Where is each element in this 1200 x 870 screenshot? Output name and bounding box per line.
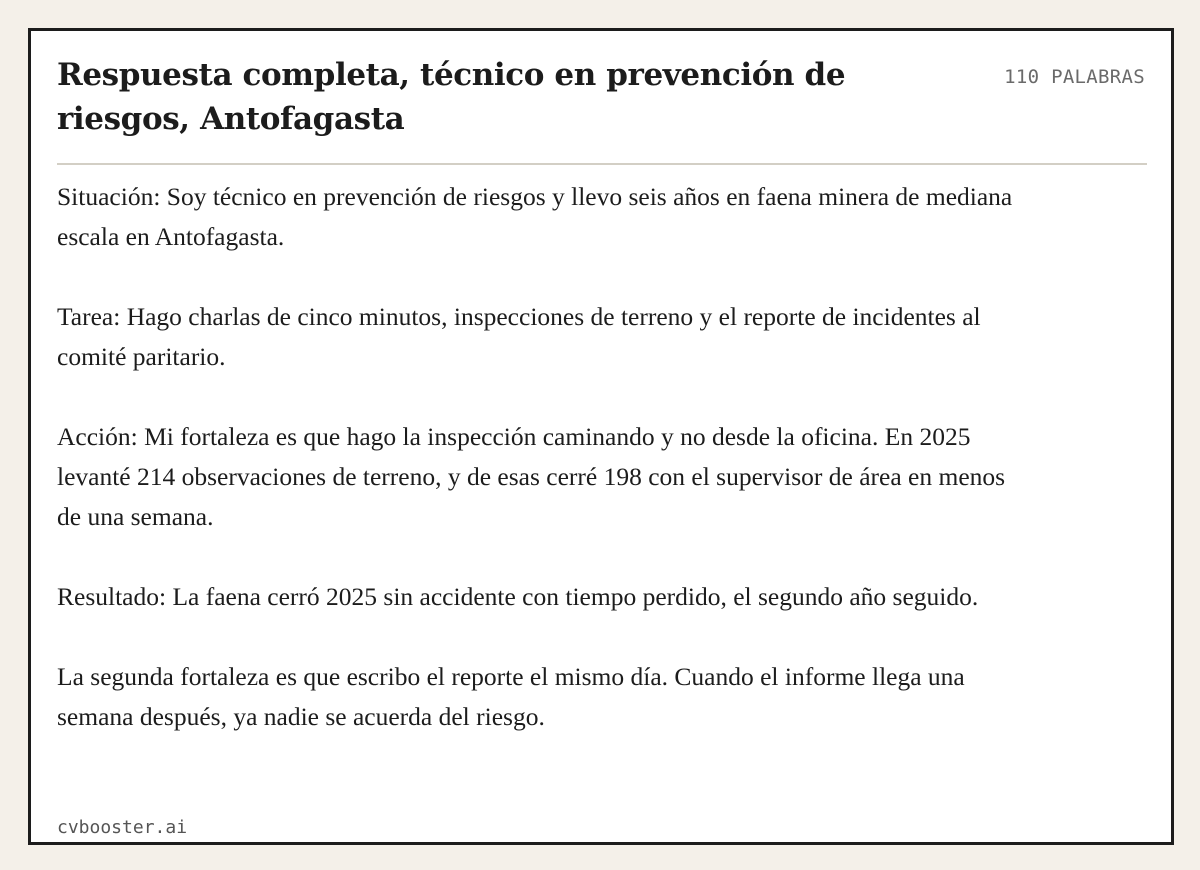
- brand-footer: cvbooster.ai: [57, 817, 188, 838]
- paragraph-tarea: Tarea: Hago charlas de cinco minutos, inspecciones de terreno y el reporte de incidentes al comité paritario.: [57, 302, 981, 371]
- card-header: [57, 51, 1147, 165]
- paragraph-accion: Acción: Mi fortaleza es que hago la inspección caminando y no desde la oficina. En 2025 levanté 214 observaciones de terreno, y de esas cerré 198 con el supervisor de área en menos de una semana.: [57, 422, 1006, 531]
- paragraph-situacion: Situación: Soy técnico en prevención de riesgos y llevo seis años en faena minera de mediana escala en Antofagasta.: [57, 182, 1013, 251]
- word-count-badge: 110 PALABRAS: [1004, 66, 1145, 88]
- answer-card: [28, 28, 1174, 845]
- paragraph-segunda-fortaleza: La segunda fortaleza es que escribo el reporte el mismo día. Cuando el informe llega una semana después, ya nadie se acuerda del riesgo.: [57, 662, 965, 731]
- page-title: Respuesta completa, técnico en prevención de riesgos, Antofagasta: [57, 57, 846, 137]
- paragraph-resultado: Resultado: La faena cerró 2025 sin accidente con tiempo perdido, el segundo año seguido.: [57, 582, 979, 611]
- answer-body: [57, 177, 1017, 777]
